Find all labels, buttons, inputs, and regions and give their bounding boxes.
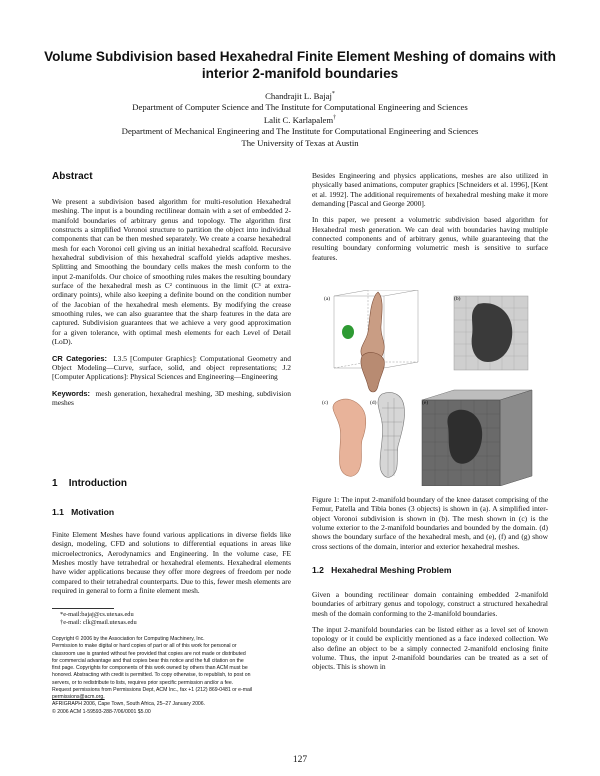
hexahedral-problem-text — [312, 590, 548, 679]
copyright-line: for commercial advantage and that copies bear this notice and the full citation on the — [52, 657, 244, 664]
tibia-shape — [361, 353, 385, 392]
abstract-text: We present a subdivision based algorithm for multi-resolution Hexahedral meshing. The input is a bounding rectilinear domain with a set of embedded 2-manifold boundaries of arbitrary genus and topology. The algorithm first constructs a simplified Voronoi structure to partition the object into individual components that can be then meshed separately. We create a coarse hexahedral mesh for each Voronoi cell giving us an initial hexahedral scaffold. Recursive hexahedral subdivision of this hexahedral scaffold yields adaptive meshes. Splitting and Smoothing the boundary cells makes the mesh conform to the input 2-manifolds. Our choice of smoothing rules makes the resulting boundary surface of the hexahedral mesh as C² continuous in the limit (C¹ at extra-ordinary points), while also keeping a definite bound on the condition number of the Jacobian of the hexahedral mesh elements. By modifying the crease smoothing rules, we can also guarantee that the sharp features in the data are captured. Subdivision guarantees that we achieve a very good approximation for a given tolerance, with optimal mesh elements for each Level of Detail (LoD). — [52, 197, 291, 347]
copyright-line: honored. Abstracting with credit is permitted. To copy otherwise, to republish, to post on — [52, 672, 251, 679]
page-number: 127 — [292, 755, 308, 765]
section-heading-introduction: 1 Introduction — [52, 478, 128, 489]
patella-shape — [342, 325, 354, 339]
university: The University of Texas at Austin — [241, 137, 359, 148]
author-affiliation-1: Department of Computer Science and The Institute for Computational Engineering and Sciences — [132, 102, 468, 113]
copyright-block — [52, 636, 252, 716]
subsection-heading-hexahedral-meshing: 1.2 Hexahedral Meshing Problem — [312, 565, 452, 575]
panel-label-d: (d) — [370, 400, 377, 406]
left-column — [52, 197, 291, 414]
copyright-line: classroom use is granted without fee provided that copies are not made or distributed — [52, 650, 246, 657]
panel-label-c: (c) — [322, 400, 329, 406]
femur-shape — [361, 292, 384, 362]
paper-title: Volume Subdivision based Hexahedral Finite Element Meshing of domains with interior 2-manifold boundaries — [44, 49, 556, 81]
figure-1-image — [318, 290, 550, 486]
footnotes — [60, 611, 137, 627]
subsection-heading-motivation: 1.1 Motivation — [52, 507, 115, 517]
copyright-line: AFRIGRAPH 2006, Cape Town, South Africa, 25–27 January 2006. — [52, 701, 206, 708]
copyright-line: Permission to make digital or hard copies of part or all of this work for personal or — [52, 643, 237, 650]
author-affiliation-2: Department of Mechanical Engineering and The Institute for Computational Engineering and Sciences — [121, 126, 479, 137]
panel-b — [454, 296, 528, 370]
motivation-text: Finite Element Meshes have found various applications in diverse fields like design, modeling, CFD and solutions to differential equations in areas like microelectronics, Aerodynamics and Engineering. In the volume case, FE Meshes mostly have tetrahedral or hexahedral elements. Hexahedral elements have wider applications because they offer more degrees of freedom per node compared to their tetrahedral counterparts. Due to this, fewer mesh elements are required in general to form a finite element mesh. — [52, 530, 291, 596]
footnote-rule — [52, 608, 114, 609]
panel-label-e: (e) — [422, 400, 429, 406]
abstract-heading: Abstract — [52, 171, 93, 182]
figure-1-caption: Figure 1: The input 2-manifold boundary of the knee dataset comprising of the Femur, Patella and Tibia bones (3 objects) is shown in (a). A simplified inter-object Voronoi subdivision is shown in (b). The mesh shown in (c) is the volume exterior to the 2-manifold boundaries and bounded by the domain. (d) shows the boundary surface of the hexahedral mesh, and (e), (f) and (g) show cross sections of the domain, interior and exterior hexahedral meshes. — [312, 495, 548, 551]
panel-c-shape — [333, 399, 366, 476]
problem-paragraph-2: The input 2-manifold boundaries can be listed either as a level set of known topology or it could be explicitly mentioned as a face indexed collection. We also define an object to be a simply connected 2-manifold enclosing finite volume. Thus, the input 2-manifold boundaries can be treated as a set of objects. This is shown in — [312, 625, 548, 672]
right-intro — [312, 171, 548, 269]
permissions-email-link[interactable]: permissions@acm.org. — [52, 694, 105, 700]
footnote-1: *e-mail:bajaj@cs.utexas.edu — [60, 611, 134, 618]
cr-categories: CR Categories: I.3.5 [Computer Graphics]: Computational Geometry and Object Modeling—Curve, surface, solid, and object representations; J.2 [Computer Applications]: Physical Sciences and Engineering—Engineering — [52, 353, 291, 382]
copyright-line: servers, or to redistribute to lists, requires prior specific permission and/or a fee. — [52, 679, 234, 686]
problem-paragraph-1: Given a bounding rectilinear domain containing embedded 2-manifold boundaries of arbitrary genus and topology, construct a structured hexahedral mesh of the domain conforming to the 2-manifold boundaries. — [312, 590, 548, 618]
intro-paragraph-1: Besides Engineering and physics applications, meshes are also utilized in physically based animations, computer graphics [Schneiders et al. 1996], [Kent et al. 1992]. The additional requirements of hexahedral meshing make it more demanding [Pascal and George 2000]. — [312, 171, 548, 209]
panel-label-a: (a) — [324, 296, 331, 302]
author-name-2: Lalit C. Karlapalem† — [263, 115, 337, 126]
author-name-1: Chandrajit L. Bajaj* — [265, 90, 335, 101]
panel-label-b: (b) — [454, 296, 461, 302]
copyright-line: Copyright © 2006 by the Association for Computing Machinery, Inc. — [52, 636, 205, 642]
panel-e — [422, 390, 532, 486]
figure-1 — [318, 290, 550, 486]
footnote-2: †e-mail: clk@mail.utexas.edu — [60, 619, 137, 626]
author-block — [40, 89, 560, 149]
copyright-line: Request permissions from Permissions Dept, ACM Inc., fax +1 (212) 869-0481 or e-mail — [52, 686, 253, 693]
copyright-line: first page. Copyrights for components of this work owned by others than ACM must be — [52, 665, 248, 671]
copyright-line: © 2006 ACM 1-59593-288-7/06/0001 $5.00 — [52, 708, 151, 715]
panel-d-shape — [378, 393, 405, 478]
keywords: Keywords: mesh generation, hexahedral meshing, 3D meshing, subdivision meshes — [52, 388, 291, 407]
intro-paragraph-2: In this paper, we present a volumetric subdivision based algorithm for Hexahedral mesh generation. We can deal with boundaries having multiple connected components and of arbitrary genus, while guaranteeing that the resulting boundary conforming volumetric mesh is sensitive to surface features. — [312, 215, 548, 262]
